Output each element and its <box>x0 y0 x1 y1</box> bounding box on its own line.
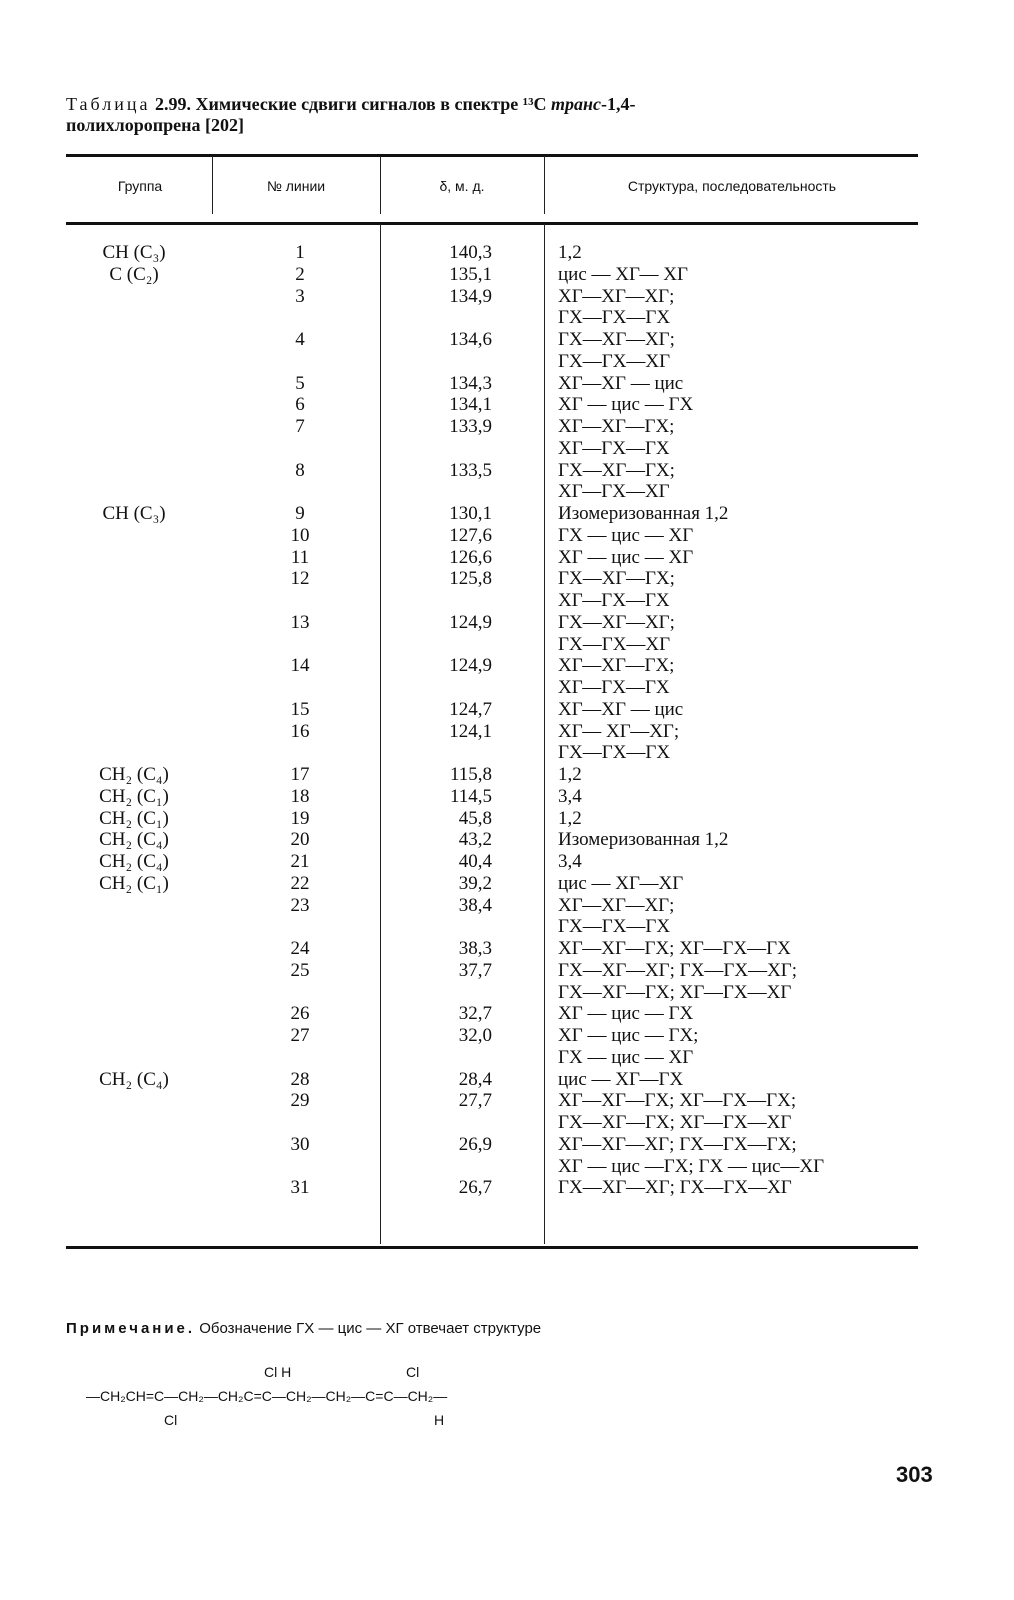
column-divider <box>380 156 381 214</box>
line-number-cell: 27 <box>290 1025 310 1046</box>
line-number-cell: 10 <box>290 524 310 546</box>
line-number-cell: 22 <box>290 872 310 894</box>
formula-bottom-h: H <box>434 1412 445 1428</box>
shift-cell: 38,3 <box>458 938 492 959</box>
group-cell: CH₂ (C₁) <box>99 872 169 894</box>
line-number-cell: 1 <box>295 242 305 263</box>
table-row <box>0 895 1014 917</box>
caption-number: 2.99. Химические сдвиги сигналов в спектре <box>150 94 523 114</box>
shift-cell: 27,7 <box>458 1090 492 1112</box>
column-divider <box>212 156 213 214</box>
line-number-cell: 5 <box>295 372 305 394</box>
table-row <box>0 1112 1014 1134</box>
line-number-cell: 29 <box>290 1090 310 1112</box>
structure-cell: ХГ—ХГ—ХГ; <box>558 894 675 916</box>
header-line-no: № линии <box>266 178 326 194</box>
group-cell: CH (C₃) <box>102 503 166 524</box>
line-number-cell: 16 <box>290 720 310 742</box>
structure-cell: ХГ — цис —ГХ; ГХ — цис—ХГ <box>558 1155 825 1177</box>
table-row <box>0 699 1014 721</box>
line-number-cell: 17 <box>290 764 310 785</box>
table-row <box>0 764 1014 786</box>
table-row <box>0 394 1014 416</box>
header-delta: δ, м. д. <box>439 178 485 194</box>
table-row <box>0 938 1014 960</box>
line-number-cell: 14 <box>290 655 310 677</box>
line-number-cell: 20 <box>290 829 310 851</box>
caption-line2: полихлоропрена [202] <box>66 115 244 135</box>
structure-cell: ХГ—ГХ—ГХ <box>558 590 670 611</box>
structure-cell: ГХ—ГХ—ГХ <box>558 916 671 938</box>
structure-cell: 3,4 <box>558 851 582 872</box>
line-number-cell: 6 <box>295 394 305 416</box>
line-number-cell: 30 <box>290 1133 310 1155</box>
structure-cell: ХГ — цис — ГХ; <box>558 1025 699 1046</box>
table-row <box>0 416 1014 438</box>
line-number-cell: 7 <box>295 416 305 437</box>
shift-cell: 115,8 <box>449 764 492 785</box>
line-number-cell: 18 <box>290 785 310 807</box>
shift-cell: 134,1 <box>449 394 492 416</box>
formula-top-cl-h: Cl H <box>264 1364 292 1380</box>
table-row <box>0 960 1014 982</box>
shift-cell: 124,9 <box>449 655 492 677</box>
shift-cell: 125,8 <box>449 568 492 590</box>
shift-cell: 37,7 <box>458 959 492 981</box>
shift-cell: 26,7 <box>458 1177 492 1199</box>
structure-cell: ХГ—ХГ—ГХ; <box>558 655 675 677</box>
line-number-cell: 23 <box>290 894 310 916</box>
table-row <box>0 851 1014 873</box>
shift-cell: 40,4 <box>458 851 492 872</box>
structure-cell: ГХ—ХГ—ГХ; <box>558 568 675 590</box>
footnote-label: Примечание. <box>66 1320 196 1337</box>
table-row <box>0 373 1014 395</box>
header-bottom-rule <box>66 222 918 225</box>
table-row <box>0 1177 1014 1199</box>
structure-cell: ХГ—ХГ—ГХ; ХГ—ГХ—ГХ <box>558 938 791 959</box>
header-structure: Структура, последовательность <box>627 178 837 194</box>
structure-cell: цис — ХГ— ХГ <box>558 263 688 285</box>
line-number-cell: 25 <box>290 959 310 981</box>
table-row <box>0 460 1014 482</box>
shift-cell: 32,0 <box>458 1025 492 1046</box>
table-row <box>0 568 1014 590</box>
structure-cell: Изомеризованная 1,2 <box>558 829 729 851</box>
table-top-rule <box>66 154 918 157</box>
column-divider <box>544 156 545 214</box>
shift-cell: 124,9 <box>449 611 492 633</box>
table-bottom-rule <box>66 1246 918 1249</box>
table-row <box>0 351 1014 373</box>
shift-cell: 43,2 <box>458 829 492 851</box>
structure-cell: ГХ—ХГ—ГХ; ХГ—ГХ—ХГ <box>558 981 792 1003</box>
structural-formula <box>66 1360 586 1440</box>
structure-cell: ГХ — цис — ХГ <box>558 1046 694 1068</box>
line-number-cell: 15 <box>290 698 310 720</box>
table-row <box>0 503 1014 525</box>
table-row <box>0 286 1014 308</box>
line-number-cell: 26 <box>290 1003 310 1025</box>
table-row <box>0 677 1014 699</box>
table-row <box>0 329 1014 351</box>
structure-cell: 1,2 <box>558 242 582 263</box>
line-number-cell: 3 <box>295 285 305 307</box>
group-cell: CH₂ (C₄) <box>99 829 169 851</box>
line-number-cell: 12 <box>290 568 310 590</box>
shift-cell: 134,9 <box>449 285 492 307</box>
structure-cell: ХГ—ХГ—ГХ; ХГ—ГХ—ГХ; <box>558 1090 797 1112</box>
structure-cell: ХГ — цис — ГХ <box>558 394 694 416</box>
group-cell: CH₂ (C₄) <box>99 764 169 785</box>
shift-cell: 124,7 <box>449 698 492 720</box>
shift-cell: 127,6 <box>449 524 492 546</box>
structure-cell: ГХ—ГХ—ГХ <box>558 307 671 329</box>
structure-cell: ГХ—ГХ—ХГ <box>558 633 671 655</box>
structure-cell: ХГ—ХГ—ГХ; <box>558 416 675 437</box>
table-row <box>0 1025 1014 1047</box>
structure-cell: цис — ХГ—ГХ <box>558 1068 684 1090</box>
shift-cell: 140,3 <box>449 242 492 263</box>
structure-cell: ХГ—ХГ—ХГ; <box>558 285 675 307</box>
table-row <box>0 481 1014 503</box>
shift-cell: 134,3 <box>449 372 492 394</box>
group-cell: CH₂ (C₄) <box>99 1068 169 1090</box>
table-row <box>0 590 1014 612</box>
shift-cell: 135,1 <box>449 263 492 285</box>
formula-top-cl: Cl <box>406 1364 420 1380</box>
structure-cell: ХГ — цис — ГХ <box>558 1003 694 1025</box>
table-row <box>0 829 1014 851</box>
table-row <box>0 1156 1014 1178</box>
shift-cell: 133,5 <box>449 459 492 481</box>
table-row <box>0 438 1014 460</box>
table-row <box>0 242 1014 264</box>
line-number-cell: 21 <box>290 851 310 872</box>
page-number: 303 <box>896 1462 933 1487</box>
table-row <box>0 1047 1014 1069</box>
table-row <box>0 525 1014 547</box>
structure-cell: ГХ — цис — ХГ <box>558 524 694 546</box>
table-row <box>0 1003 1014 1025</box>
shift-cell: 133,9 <box>449 416 492 437</box>
table-caption <box>66 94 926 136</box>
group-cell: CH₂ (C₁) <box>99 785 169 807</box>
caption-suffix: -1,4- <box>601 94 636 114</box>
caption-italic: транс <box>551 94 602 114</box>
header-group: Группа <box>117 178 163 194</box>
line-number-cell: 9 <box>295 503 305 524</box>
shift-cell: 114,5 <box>449 785 492 807</box>
group-cell: C (C₂) <box>109 263 159 285</box>
shift-cell: 130,1 <box>449 503 492 524</box>
line-number-cell: 4 <box>295 329 305 350</box>
structure-cell: 1,2 <box>558 807 582 829</box>
line-number-cell: 2 <box>295 263 305 285</box>
line-number-cell: 31 <box>290 1177 310 1199</box>
formula-bottom-cl: Cl <box>164 1412 178 1428</box>
structure-cell: 1,2 <box>558 764 582 785</box>
structure-cell: ГХ—ХГ—ГХ; <box>558 459 675 481</box>
shift-cell: 126,6 <box>449 546 492 568</box>
structure-cell: Изомеризованная 1,2 <box>558 503 729 524</box>
structure-cell: ГХ—ГХ—ХГ <box>558 350 671 372</box>
shift-cell: 32,7 <box>458 1003 492 1025</box>
table-row <box>0 1090 1014 1112</box>
footnote-text: Обозначение ГХ — цис — ХГ отвечает структуре <box>195 1320 542 1337</box>
line-number-cell: 8 <box>295 459 305 481</box>
structure-cell: ХГ—ГХ—ХГ <box>558 481 670 503</box>
structure-cell: ГХ—ХГ—ХГ; ГХ—ГХ—ХГ; <box>558 959 798 981</box>
line-number-cell: 13 <box>290 611 310 633</box>
table-row <box>0 307 1014 329</box>
shift-cell: 45,8 <box>458 807 492 829</box>
shift-cell: 134,6 <box>449 329 492 350</box>
group-cell: CH₂ (C₁) <box>99 807 169 829</box>
structure-cell: ГХ—ГХ—ГХ <box>558 742 671 764</box>
line-number-cell: 24 <box>290 938 310 959</box>
table-row <box>0 1134 1014 1156</box>
table-row <box>0 982 1014 1004</box>
table-row <box>0 786 1014 808</box>
shift-cell: 124,1 <box>449 720 492 742</box>
table-row <box>0 1069 1014 1091</box>
shift-cell: 26,9 <box>458 1133 492 1155</box>
structure-cell: ХГ—ГХ—ГХ <box>558 437 670 459</box>
line-number-cell: 28 <box>290 1068 310 1090</box>
structure-cell: ХГ — цис — ХГ <box>558 546 694 568</box>
structure-cell: ХГ—ГХ—ГХ <box>558 677 670 698</box>
structure-cell: 3,4 <box>558 785 582 807</box>
structure-cell: ГХ—ХГ—ХГ; <box>558 611 675 633</box>
structure-cell: ГХ—ХГ—ХГ; <box>558 329 675 350</box>
structure-cell: ХГ—ХГ—ХГ; ГХ—ГХ—ГХ; <box>558 1133 797 1155</box>
formula-main: —CH₂CH=C—CH₂—CH₂C=C—CH₂—CH₂—C=C—CH₂— <box>86 1388 448 1404</box>
table-row <box>0 873 1014 895</box>
table-row <box>0 264 1014 286</box>
caption-prefix: Таблица <box>66 94 151 114</box>
table-row <box>0 916 1014 938</box>
structure-cell: ГХ—ХГ—ХГ; ГХ—ГХ—ХГ <box>558 1177 792 1199</box>
table-row <box>0 612 1014 634</box>
table-row <box>0 808 1014 830</box>
shift-cell: 38,4 <box>458 894 492 916</box>
footnote <box>66 1320 541 1337</box>
group-cell: CH₂ (C₄) <box>99 851 169 872</box>
shift-cell: 39,2 <box>458 872 492 894</box>
line-number-cell: 19 <box>290 807 310 829</box>
structure-cell: ГХ—ХГ—ГХ; ХГ—ГХ—ХГ <box>558 1112 792 1133</box>
table-row <box>0 634 1014 656</box>
line-number-cell: 11 <box>290 546 310 568</box>
table-row <box>0 721 1014 743</box>
table-row <box>0 742 1014 764</box>
structure-cell: ХГ—ХГ — цис <box>558 372 684 394</box>
table-row <box>0 547 1014 569</box>
group-cell: CH (C₃) <box>102 242 166 263</box>
structure-cell: ХГ—ХГ — цис <box>558 698 684 720</box>
table-row <box>0 655 1014 677</box>
caption-isotope: ¹³C <box>522 94 547 114</box>
shift-cell: 28,4 <box>458 1068 492 1090</box>
structure-cell: цис — ХГ—ХГ <box>558 872 684 894</box>
structure-cell: ХГ— ХГ—ХГ; <box>558 720 680 742</box>
